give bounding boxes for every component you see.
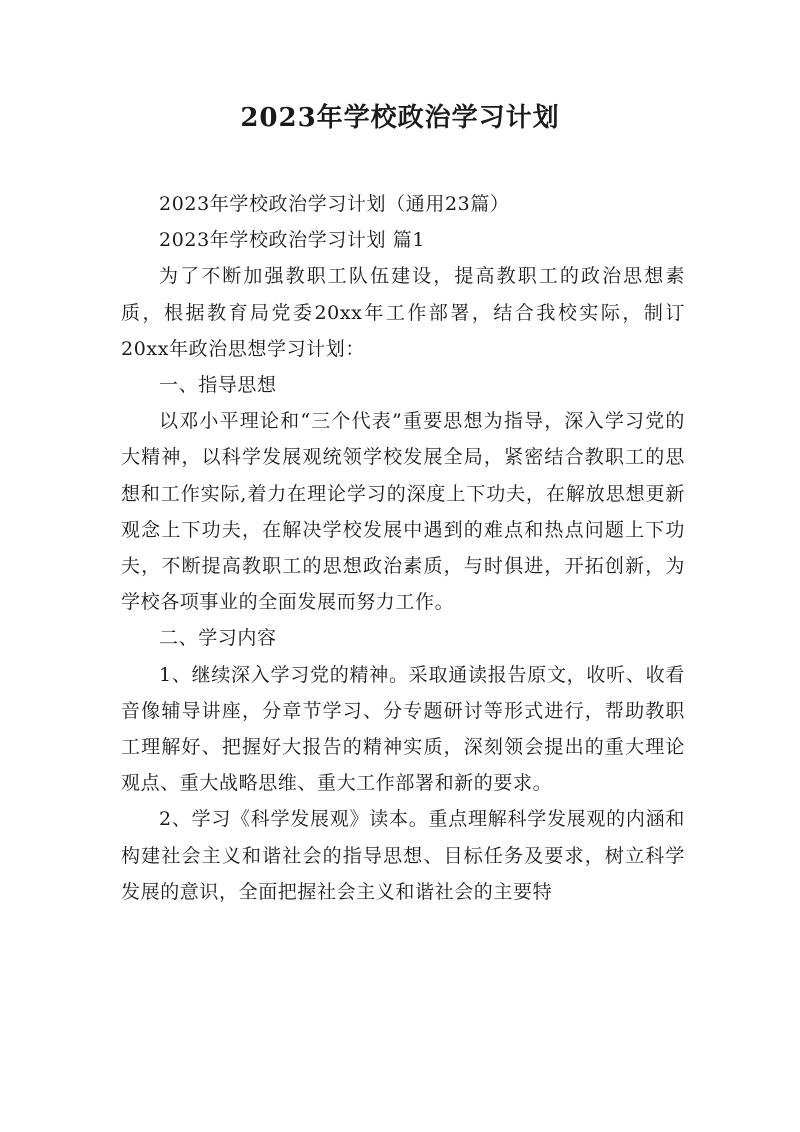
paragraph-study-item-1: 1、继续深入学习党的精神。采取通读报告原文，收听、收看音像辅导讲座，分章节学习、分专题研讨等形式进行，帮助教职工理解好、把握好大报告的精神实质，深刻领会提出的重大理论观点、重大战略思维、重大工作部署和新的要求。 — [121, 663, 685, 795]
heading-study-content: 二、学习内容 — [159, 627, 277, 650]
paragraph-guiding-thought: 以邓小平理论和“三个代表”重要思想为指导，深入学习党的大精神，以科学发展观统领学校发展全局，紧密结合教职工的思想和工作实际,着力在理论学习的深度上下功夫，在解放思想更新观念上下功夫，在解决学校发展中遇到的难点和热点问题上下功夫，不断提高教职工的思想政治素质，与时俱进，开拓创新，为学校各项事业的全面发展而努力工作。 — [121, 410, 685, 614]
document-title: 2023年学校政治学习计划 — [240, 103, 560, 133]
heading-guiding-thought: 一、指导思想 — [159, 374, 277, 397]
paragraph-subtitle: 2023年学校政治学习计划（通用23篇） — [159, 193, 510, 215]
paragraph-intro: 为了不断加强教职工队伍建设，提高教职工的政治思想素质，根据教育局党委20xx年工作部署，结合我校实际，制订20xx年政治思想学习计划： — [121, 265, 685, 360]
document-body — [121, 186, 685, 910]
paragraph-section-heading: 2023年学校政治学习计划 篇1 — [159, 229, 426, 252]
paragraph-study-item-2: 2、学习《科学发展观》读本。重点理解科学发展观的内涵和构建社会主义和谐社会的指导思想、目标任务及要求，树立科学发展的意识，全面把握社会主义和谐社会的主要特 — [121, 808, 685, 903]
